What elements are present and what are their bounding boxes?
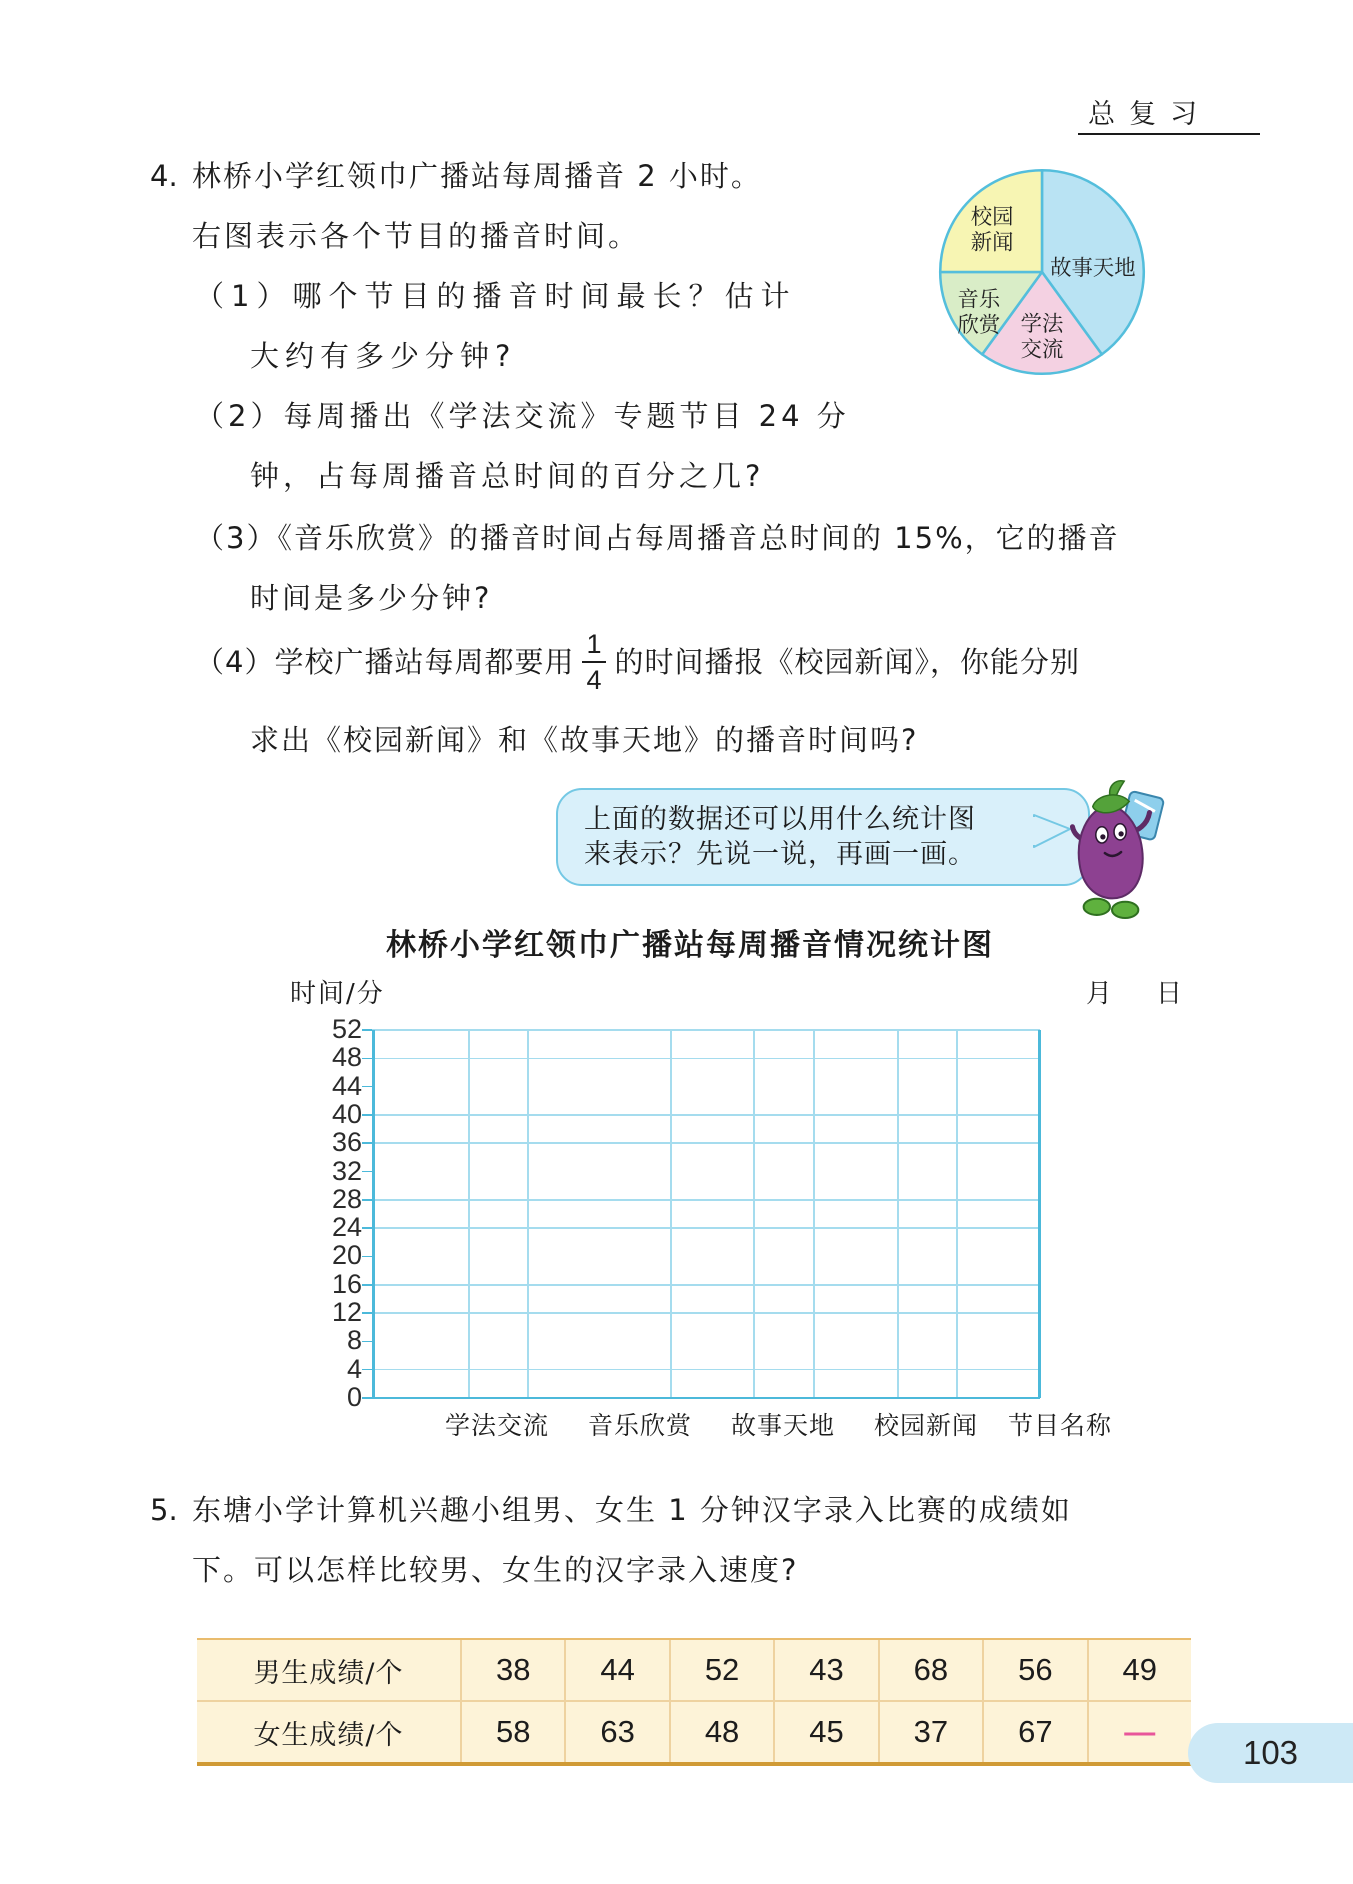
y-grid-line bbox=[372, 1058, 1040, 1060]
pie-slice-label-4: 校园新闻 bbox=[970, 205, 1014, 256]
y-grid-line bbox=[372, 1114, 1040, 1116]
y-axis-tick bbox=[362, 1312, 372, 1314]
pie-slice-label-1: 故事天地 bbox=[1050, 256, 1136, 282]
grid-v-line bbox=[670, 1030, 672, 1398]
table-cell: 49 bbox=[1087, 1640, 1191, 1700]
y-axis-line bbox=[372, 1030, 375, 1398]
speech-bubble bbox=[556, 788, 1090, 886]
x-category-label: 学法交流 bbox=[444, 1411, 549, 1440]
y-axis-tick bbox=[362, 1058, 372, 1060]
y-tick-label: 4 bbox=[346, 1353, 362, 1384]
x-axis-line bbox=[372, 1397, 1040, 1400]
q4-sub1-line1: （1）哪个节目的播音时间最长？估计 bbox=[195, 279, 797, 313]
table-cell: 38 bbox=[460, 1640, 564, 1700]
fraction-numerator: 1 bbox=[586, 629, 603, 659]
y-axis-tick bbox=[362, 1284, 372, 1286]
x-category-label: 故事天地 bbox=[730, 1411, 835, 1440]
y-axis-tick bbox=[362, 1199, 372, 1201]
grid-v-line bbox=[753, 1030, 755, 1398]
eggplant-mascot bbox=[1046, 768, 1178, 920]
grid-v-line bbox=[527, 1030, 529, 1398]
q4-sub1-line2: 大约有多少分钟? bbox=[250, 339, 517, 373]
q4-sub4-line2: 求出《校园新闻》和《故事天地》的播音时间吗? bbox=[250, 723, 919, 757]
grid-v-line bbox=[813, 1030, 815, 1398]
y-axis-tick bbox=[362, 1114, 372, 1116]
y-grid-line bbox=[372, 1199, 1040, 1201]
table-row-1 bbox=[197, 1640, 1191, 1700]
grid-right-edge bbox=[1038, 1030, 1041, 1398]
grid-v-line bbox=[468, 1030, 470, 1398]
y-axis-tick bbox=[362, 1086, 372, 1088]
y-tick-label: 32 bbox=[331, 1155, 362, 1186]
y-tick-label: 40 bbox=[331, 1098, 362, 1129]
q4-sub4-line1 bbox=[195, 622, 1080, 702]
month-label: 月 bbox=[1086, 979, 1115, 1009]
page-number-badge bbox=[1188, 1723, 1353, 1783]
y-grid-line bbox=[372, 1369, 1040, 1371]
y-grid-line bbox=[372, 1029, 1040, 1031]
page-number: 103 bbox=[1242, 1734, 1299, 1771]
y-tick-label: 44 bbox=[331, 1070, 362, 1101]
y-grid-line bbox=[372, 1284, 1040, 1286]
y-tick-label: 8 bbox=[346, 1325, 362, 1356]
y-axis-tick bbox=[362, 1369, 372, 1371]
chart-title: 林桥小学红领巾广播站每周播音情况统计图 bbox=[386, 928, 994, 963]
y-grid-line bbox=[372, 1227, 1040, 1229]
y-tick-label: 28 bbox=[331, 1183, 362, 1214]
y-axis-tick bbox=[362, 1256, 372, 1258]
y-axis-tick bbox=[362, 1171, 372, 1173]
pie-slice-label-2: 学法交流 bbox=[1020, 312, 1064, 363]
x-category-label: 音乐欣赏 bbox=[587, 1411, 692, 1440]
date-blank-label bbox=[1086, 973, 1184, 1010]
y-axis-tick bbox=[362, 1227, 372, 1229]
q5-line1: 东塘小学计算机兴趣小组男、女生 1 分钟汉字录入比赛的成绩如 bbox=[192, 1493, 1072, 1527]
x-category-label: 校园新闻 bbox=[873, 1411, 978, 1440]
grid-v-line bbox=[956, 1030, 958, 1398]
table-row-label: 男生成绩/个 bbox=[253, 1657, 404, 1689]
q4-intro-line1: 林桥小学红领巾广播站每周播音 2 小时。 bbox=[192, 159, 762, 193]
y-tick-label: 20 bbox=[331, 1240, 362, 1271]
section-header: 总复习 bbox=[1088, 99, 1211, 130]
score-table bbox=[197, 1638, 1191, 1766]
y-axis-tick bbox=[362, 1029, 372, 1031]
table-cell-empty-dash: — bbox=[1087, 1702, 1191, 1762]
table-cell: 67 bbox=[982, 1702, 1086, 1762]
y-tick-label: 24 bbox=[331, 1212, 362, 1243]
table-cell: 56 bbox=[982, 1640, 1086, 1700]
y-tick-label: 48 bbox=[331, 1042, 362, 1073]
table-cell: 68 bbox=[878, 1640, 982, 1700]
table-cell: 43 bbox=[773, 1640, 877, 1700]
table-cell: 58 bbox=[460, 1702, 564, 1762]
x-axis-title: 节目名称 bbox=[1008, 1411, 1113, 1440]
table-cell: 63 bbox=[564, 1702, 668, 1762]
y-grid-line bbox=[372, 1312, 1040, 1314]
q5-line2: 下。可以怎样比较男、女生的汉字录入速度? bbox=[192, 1553, 799, 1587]
pie-chart bbox=[928, 158, 1156, 386]
q4-sub2-line1: （2）每周播出《学法交流》专题节目 24 分 bbox=[195, 399, 850, 433]
q4-sub4-pre: （4）学校广播站每周都要用 bbox=[195, 645, 575, 679]
grid-v-line bbox=[897, 1030, 899, 1398]
pie-slice-label-3: 音乐欣赏 bbox=[957, 287, 1001, 339]
table-cell: 45 bbox=[773, 1702, 877, 1762]
table-cell: 48 bbox=[669, 1702, 773, 1762]
y-tick-label: 12 bbox=[331, 1297, 362, 1328]
y-axis-tick bbox=[362, 1397, 372, 1399]
q4-sub3-line1: （3）《音乐欣赏》的播音时间占每周播音总时间的 15%，它的播音 bbox=[195, 521, 1120, 555]
table-cell: 37 bbox=[878, 1702, 982, 1762]
table-row-label: 女生成绩/个 bbox=[253, 1719, 404, 1751]
y-axis-tick bbox=[362, 1341, 372, 1343]
q4-sub3-line2: 时间是多少分钟? bbox=[250, 581, 493, 615]
bubble-line1: 上面的数据还可以用什么统计图 bbox=[584, 804, 976, 835]
y-axis-tick bbox=[362, 1142, 372, 1144]
header-rule bbox=[1078, 133, 1260, 135]
y-axis-unit-label: 时间/分 bbox=[290, 979, 385, 1009]
q4-intro-line2: 右图表示各个节目的播音时间。 bbox=[192, 219, 641, 253]
bubble-line2: 来表示？先说一说，再画一画。 bbox=[584, 839, 976, 870]
q4-sub2-line2: 钟，占每周播音总时间的百分之几? bbox=[250, 459, 765, 493]
table-row-2 bbox=[197, 1700, 1191, 1762]
q4-sub4-post: 的时间播报《校园新闻》，你能分别 bbox=[614, 645, 1080, 679]
table-cell: 52 bbox=[669, 1640, 773, 1700]
q4-number: 4. bbox=[150, 159, 178, 193]
fraction-one-fourth bbox=[582, 629, 606, 695]
day-label: 日 bbox=[1156, 979, 1185, 1009]
y-tick-label: 0 bbox=[346, 1382, 362, 1412]
q5-number: 5. bbox=[150, 1493, 178, 1527]
fraction-bar bbox=[582, 661, 606, 663]
y-tick-label: 36 bbox=[331, 1127, 362, 1158]
fraction-denominator: 4 bbox=[586, 665, 603, 695]
y-tick-label: 52 bbox=[331, 1014, 362, 1044]
y-tick-label: 16 bbox=[331, 1268, 362, 1299]
y-grid-line bbox=[372, 1142, 1040, 1144]
table-cell: 44 bbox=[564, 1640, 668, 1700]
